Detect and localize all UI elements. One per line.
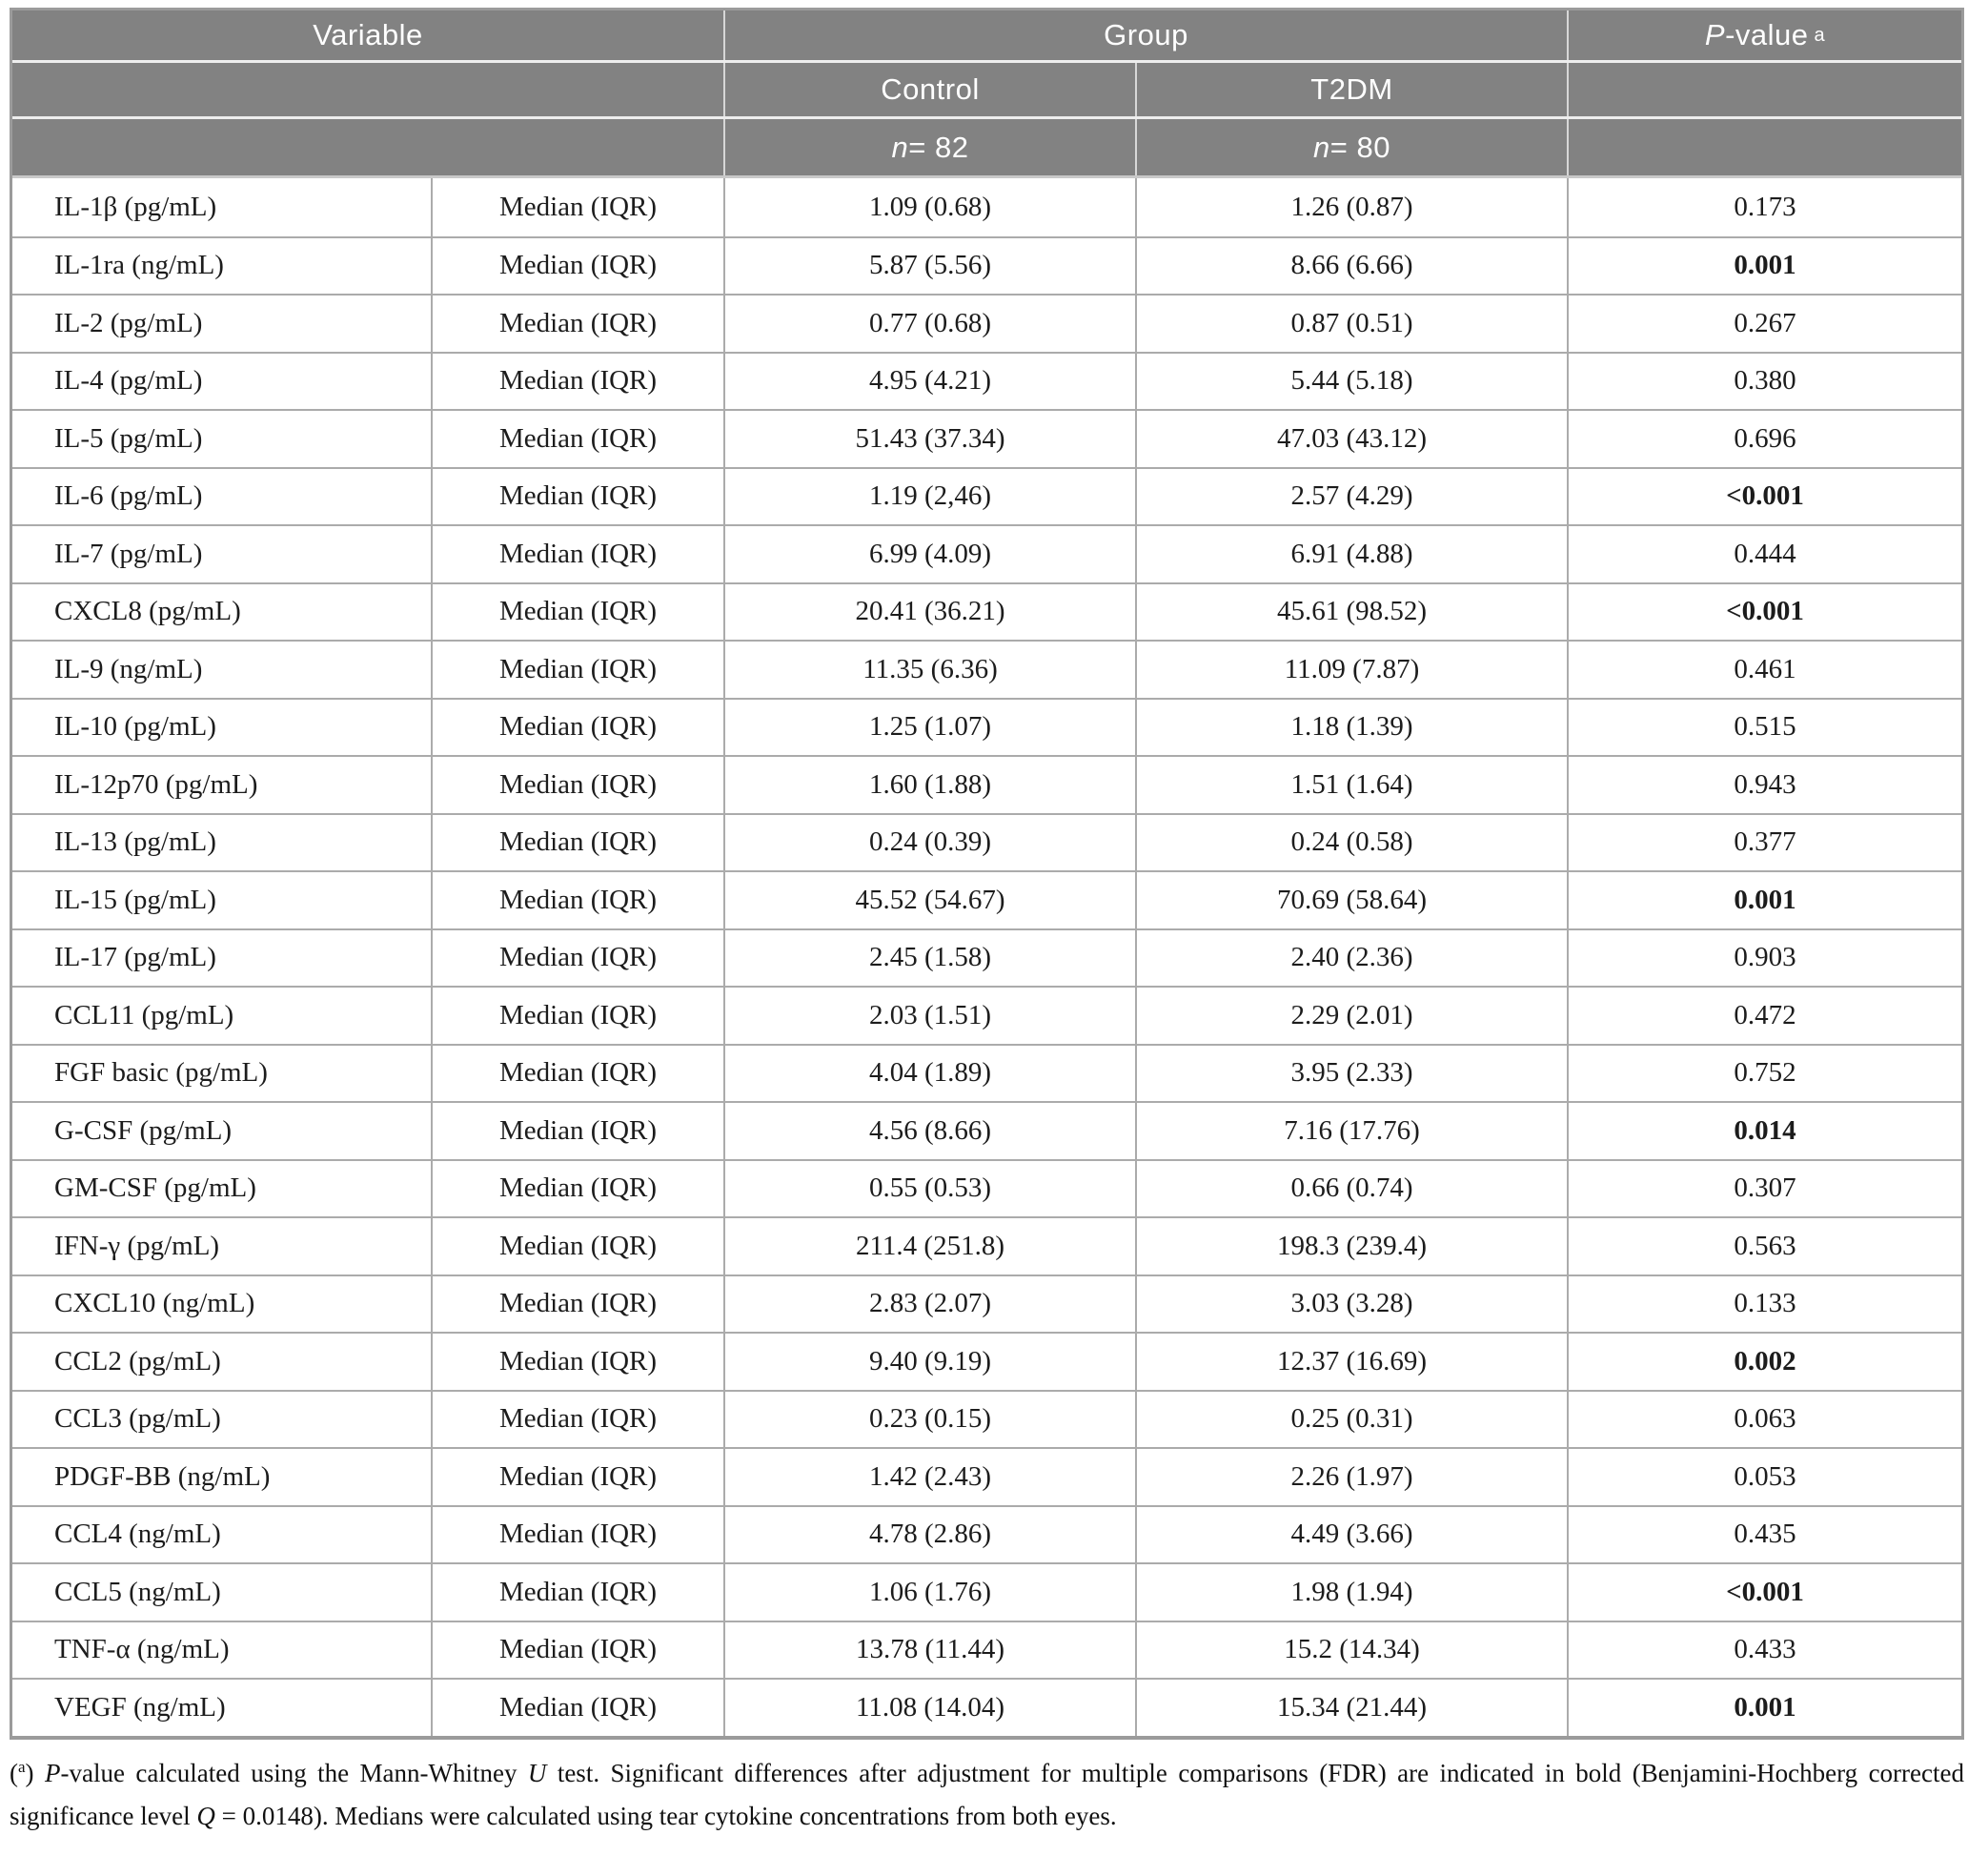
header-row-top bbox=[12, 10, 1961, 63]
table-row bbox=[12, 928, 1961, 987]
variable-name-cell: G-CSF (pg/mL) bbox=[54, 1114, 233, 1146]
measure-cell: Median (IQR) bbox=[431, 1103, 723, 1159]
variable-name-cell: TNF-α (ng/mL) bbox=[54, 1634, 230, 1665]
table-row bbox=[12, 1332, 1961, 1390]
measure-cell: Median (IQR) bbox=[431, 1449, 723, 1505]
header-row-n bbox=[12, 119, 1961, 175]
measure-cell: Median (IQR) bbox=[431, 526, 723, 582]
variable-name-cell: IFN-γ (pg/mL) bbox=[54, 1230, 220, 1261]
measure-cell: Median (IQR) bbox=[431, 296, 723, 352]
variable-name-cell: CCL3 (pg/mL) bbox=[54, 1403, 221, 1435]
t2dm-value-cell: 1.18 (1.39) bbox=[1135, 700, 1567, 756]
pvalue-cell: 0.002 bbox=[1567, 1334, 1961, 1390]
control-value-cell: 2.83 (2.07) bbox=[723, 1276, 1135, 1333]
measure-cell: Median (IQR) bbox=[431, 642, 723, 698]
header-spacer-pvalue-2 bbox=[1567, 119, 1961, 175]
pvalue-cell: 0.943 bbox=[1567, 757, 1961, 813]
t2dm-value-cell: 11.09 (7.87) bbox=[1135, 642, 1567, 698]
variable-name-cell: VEGF (ng/mL) bbox=[54, 1691, 226, 1723]
table-row bbox=[12, 467, 1961, 525]
measure-cell: Median (IQR) bbox=[431, 1680, 723, 1736]
pvalue-cell: 0.563 bbox=[1567, 1218, 1961, 1274]
table-row bbox=[12, 294, 1961, 352]
measure-cell: Median (IQR) bbox=[431, 469, 723, 525]
t2dm-value-cell: 15.34 (21.44) bbox=[1135, 1680, 1567, 1736]
control-value-cell: 1.06 (1.76) bbox=[723, 1564, 1135, 1621]
measure-cell: Median (IQR) bbox=[431, 1161, 723, 1217]
pvalue-cell: 0.433 bbox=[1567, 1622, 1961, 1679]
t2dm-value-cell: 4.49 (3.66) bbox=[1135, 1507, 1567, 1563]
control-value-cell: 20.41 (36.21) bbox=[723, 584, 1135, 641]
measure-cell: Median (IQR) bbox=[431, 815, 723, 871]
variable-name-cell: IL-1β (pg/mL) bbox=[54, 191, 217, 222]
t2dm-value-cell: 8.66 (6.66) bbox=[1135, 238, 1567, 295]
control-value-cell: 4.04 (1.89) bbox=[723, 1046, 1135, 1102]
header-n-control: n = 82 bbox=[723, 119, 1135, 175]
pvalue-cell: 0.472 bbox=[1567, 988, 1961, 1044]
t2dm-value-cell: 1.98 (1.94) bbox=[1135, 1564, 1567, 1621]
variable-name-cell: CCL5 (ng/mL) bbox=[54, 1576, 221, 1607]
measure-cell: Median (IQR) bbox=[431, 1392, 723, 1448]
variable-name-cell: IL-9 (ng/mL) bbox=[54, 653, 203, 684]
variable-name-cell: IL-6 (pg/mL) bbox=[54, 480, 203, 512]
control-value-cell: 1.19 (2,46) bbox=[723, 469, 1135, 525]
t2dm-value-cell: 3.03 (3.28) bbox=[1135, 1276, 1567, 1333]
measure-cell: Median (IQR) bbox=[431, 988, 723, 1044]
t2dm-value-cell: 1.51 (1.64) bbox=[1135, 757, 1567, 813]
variable-name-cell: IL-12p70 (pg/mL) bbox=[54, 768, 258, 800]
table-row bbox=[12, 870, 1961, 928]
measure-cell: Median (IQR) bbox=[431, 1334, 723, 1390]
control-value-cell: 2.03 (1.51) bbox=[723, 988, 1135, 1044]
pvalue-cell: <0.001 bbox=[1567, 1564, 1961, 1621]
pvalue-cell: 0.380 bbox=[1567, 354, 1961, 410]
control-value-cell: 5.87 (5.56) bbox=[723, 238, 1135, 295]
t2dm-value-cell: 0.25 (0.31) bbox=[1135, 1392, 1567, 1448]
variable-name-cell: PDGF-BB (ng/mL) bbox=[54, 1460, 271, 1492]
t2dm-value-cell: 0.87 (0.51) bbox=[1135, 296, 1567, 352]
t2dm-value-cell: 2.57 (4.29) bbox=[1135, 469, 1567, 525]
pvalue-cell: 0.377 bbox=[1567, 815, 1961, 871]
control-value-cell: 0.55 (0.53) bbox=[723, 1161, 1135, 1217]
control-value-cell: 9.40 (9.19) bbox=[723, 1334, 1135, 1390]
control-value-cell: 0.24 (0.39) bbox=[723, 815, 1135, 871]
measure-cell: Median (IQR) bbox=[431, 238, 723, 295]
t2dm-value-cell: 0.66 (0.74) bbox=[1135, 1161, 1567, 1217]
t2dm-value-cell: 45.61 (98.52) bbox=[1135, 584, 1567, 641]
t2dm-value-cell: 1.26 (0.87) bbox=[1135, 178, 1567, 236]
variable-name-cell: IL-15 (pg/mL) bbox=[54, 884, 216, 915]
control-value-cell: 1.60 (1.88) bbox=[723, 757, 1135, 813]
pvalue-cell: 0.001 bbox=[1567, 872, 1961, 928]
pvalue-cell: 0.444 bbox=[1567, 526, 1961, 582]
variable-name-cell: IL-5 (pg/mL) bbox=[54, 422, 203, 454]
table-body bbox=[12, 178, 1961, 1736]
pvalue-cell: 0.752 bbox=[1567, 1046, 1961, 1102]
measure-cell: Median (IQR) bbox=[431, 1507, 723, 1563]
control-value-cell: 4.56 (8.66) bbox=[723, 1103, 1135, 1159]
control-value-cell: 2.45 (1.58) bbox=[723, 930, 1135, 987]
measure-cell: Median (IQR) bbox=[431, 1564, 723, 1621]
header-t2dm: T2DM bbox=[1135, 63, 1567, 116]
pvalue-cell: 0.307 bbox=[1567, 1161, 1961, 1217]
table-row bbox=[12, 236, 1961, 295]
table-row bbox=[12, 409, 1961, 467]
header-control: Control bbox=[723, 63, 1135, 116]
pvalue-cell: 0.001 bbox=[1567, 238, 1961, 295]
header-spacer-pvalue bbox=[1567, 63, 1961, 116]
control-value-cell: 1.42 (2.43) bbox=[723, 1449, 1135, 1505]
pvalue-cell: 0.014 bbox=[1567, 1103, 1961, 1159]
pvalue-cell: 0.903 bbox=[1567, 930, 1961, 987]
control-value-cell: 13.78 (11.44) bbox=[723, 1622, 1135, 1679]
table-header bbox=[12, 10, 1961, 178]
measure-cell: Median (IQR) bbox=[431, 1218, 723, 1274]
measure-cell: Median (IQR) bbox=[431, 1622, 723, 1679]
pvalue-cell: 0.133 bbox=[1567, 1276, 1961, 1333]
header-group: Group bbox=[723, 10, 1567, 60]
t2dm-value-cell: 2.26 (1.97) bbox=[1135, 1449, 1567, 1505]
measure-cell: Median (IQR) bbox=[431, 1276, 723, 1333]
table-row bbox=[12, 1562, 1961, 1621]
table-row bbox=[12, 1101, 1961, 1159]
control-value-cell: 0.77 (0.68) bbox=[723, 296, 1135, 352]
control-value-cell: 1.25 (1.07) bbox=[723, 700, 1135, 756]
table-row bbox=[12, 1621, 1961, 1679]
variable-name-cell: CXCL8 (pg/mL) bbox=[54, 596, 241, 627]
pvalue-cell: 0.001 bbox=[1567, 1680, 1961, 1736]
header-spacer-variable-2 bbox=[12, 119, 723, 175]
control-value-cell: 211.4 (251.8) bbox=[723, 1218, 1135, 1274]
table-row bbox=[12, 352, 1961, 410]
variable-name-cell: FGF basic (pg/mL) bbox=[54, 1057, 268, 1089]
measure-cell: Median (IQR) bbox=[431, 584, 723, 641]
table-row bbox=[12, 1390, 1961, 1448]
variable-name-cell: IL-2 (pg/mL) bbox=[54, 307, 203, 338]
control-value-cell: 6.99 (4.09) bbox=[723, 526, 1135, 582]
table-footnote: ($^a$) P-value calculated using the Mann-Whitney U test. Significant differences after adjustment for multiple comparisons (FDR) are indicated in bold (Benjamini-Hochberg corrected significance level Q = 0.0148). Medians were calculated using tear cytokine concentrations from both eyes. bbox=[10, 1757, 1964, 1830]
pvalue-cell: 0.053 bbox=[1567, 1449, 1961, 1505]
t2dm-value-cell: 47.03 (43.12) bbox=[1135, 411, 1567, 467]
header-variable: Variable bbox=[313, 18, 423, 51]
header-n-t2dm: n = 80 bbox=[1135, 119, 1567, 175]
t2dm-value-cell: 12.37 (16.69) bbox=[1135, 1334, 1567, 1390]
measure-cell: Median (IQR) bbox=[431, 354, 723, 410]
measure-cell: Median (IQR) bbox=[431, 700, 723, 756]
pvalue-cell: 0.173 bbox=[1567, 178, 1961, 236]
pvalue-cell: 0.435 bbox=[1567, 1507, 1961, 1563]
table-row bbox=[12, 1505, 1961, 1563]
pvalue-cell: <0.001 bbox=[1567, 469, 1961, 525]
control-value-cell: 0.23 (0.15) bbox=[723, 1392, 1135, 1448]
t2dm-value-cell: 5.44 (5.18) bbox=[1135, 354, 1567, 410]
measure-cell: Median (IQR) bbox=[431, 872, 723, 928]
variable-name-cell: CCL11 (pg/mL) bbox=[54, 999, 234, 1030]
variable-name-cell: IL-1ra (ng/mL) bbox=[54, 250, 224, 281]
variable-name-cell: GM-CSF (pg/mL) bbox=[54, 1172, 256, 1204]
variable-name-cell: IL-10 (pg/mL) bbox=[54, 711, 216, 743]
control-value-cell: 11.08 (14.04) bbox=[723, 1680, 1135, 1736]
measure-cell: Median (IQR) bbox=[431, 757, 723, 813]
variable-name-cell: IL-4 (pg/mL) bbox=[54, 365, 203, 397]
table-row bbox=[12, 813, 1961, 871]
header-row-groups bbox=[12, 63, 1961, 119]
pvalue-cell: 0.515 bbox=[1567, 700, 1961, 756]
t2dm-value-cell: 198.3 (239.4) bbox=[1135, 1218, 1567, 1274]
control-value-cell: 45.52 (54.67) bbox=[723, 872, 1135, 928]
measure-cell: Median (IQR) bbox=[431, 930, 723, 987]
control-value-cell: 4.95 (4.21) bbox=[723, 354, 1135, 410]
control-value-cell: 51.43 (37.34) bbox=[723, 411, 1135, 467]
table-row bbox=[12, 1044, 1961, 1102]
t2dm-value-cell: 7.16 (17.76) bbox=[1135, 1103, 1567, 1159]
measure-cell: Median (IQR) bbox=[431, 411, 723, 467]
table-row bbox=[12, 755, 1961, 813]
table-row bbox=[12, 640, 1961, 698]
measure-cell: Median (IQR) bbox=[431, 1046, 723, 1102]
control-value-cell: 11.35 (6.36) bbox=[723, 642, 1135, 698]
table-row bbox=[12, 178, 1961, 236]
t2dm-value-cell: 2.40 (2.36) bbox=[1135, 930, 1567, 987]
table-row bbox=[12, 1447, 1961, 1505]
t2dm-value-cell: 70.69 (58.64) bbox=[1135, 872, 1567, 928]
table-row bbox=[12, 1159, 1961, 1217]
pvalue-cell: 0.267 bbox=[1567, 296, 1961, 352]
table-row bbox=[12, 698, 1961, 756]
table-row bbox=[12, 1678, 1961, 1736]
t2dm-value-cell: 3.95 (2.33) bbox=[1135, 1046, 1567, 1102]
pvalue-cell: <0.001 bbox=[1567, 584, 1961, 641]
t2dm-value-cell: 15.2 (14.34) bbox=[1135, 1622, 1567, 1679]
table-row bbox=[12, 1216, 1961, 1274]
pvalue-cell: 0.461 bbox=[1567, 642, 1961, 698]
table-row bbox=[12, 1274, 1961, 1333]
variable-name-cell: IL-7 (pg/mL) bbox=[54, 538, 203, 569]
variable-name-cell: IL-13 (pg/mL) bbox=[54, 826, 216, 858]
t2dm-value-cell: 0.24 (0.58) bbox=[1135, 815, 1567, 871]
measure-cell: Median (IQR) bbox=[431, 178, 723, 236]
table-row bbox=[12, 524, 1961, 582]
control-value-cell: 1.09 (0.68) bbox=[723, 178, 1135, 236]
table-row bbox=[12, 582, 1961, 641]
cytokine-comparison-table bbox=[10, 8, 1964, 1740]
t2dm-value-cell: 6.91 (4.88) bbox=[1135, 526, 1567, 582]
pvalue-cell: 0.696 bbox=[1567, 411, 1961, 467]
control-value-cell: 4.78 (2.86) bbox=[723, 1507, 1135, 1563]
header-pvalue: P -value a bbox=[1567, 10, 1961, 60]
pvalue-cell: 0.063 bbox=[1567, 1392, 1961, 1448]
variable-name-cell: CXCL10 (ng/mL) bbox=[54, 1288, 255, 1319]
table-row bbox=[12, 986, 1961, 1044]
t2dm-value-cell: 2.29 (2.01) bbox=[1135, 988, 1567, 1044]
variable-name-cell: CCL4 (ng/mL) bbox=[54, 1519, 221, 1550]
variable-name-cell: IL-17 (pg/mL) bbox=[54, 942, 216, 973]
variable-name-cell: CCL2 (pg/mL) bbox=[54, 1345, 221, 1376]
header-spacer-variable bbox=[12, 63, 723, 116]
